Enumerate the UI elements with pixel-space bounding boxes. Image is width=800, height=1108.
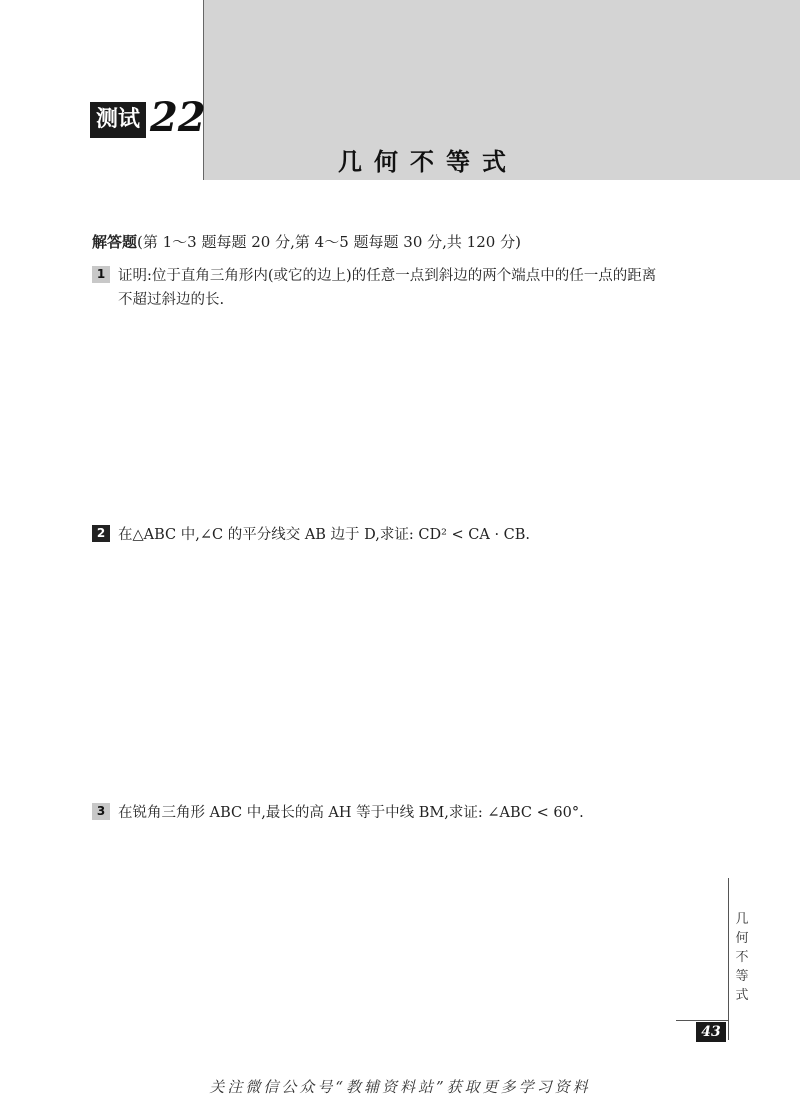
footer-note: 关注微信公众号“教辅资料站”获取更多学习资料 bbox=[209, 1078, 591, 1096]
sidebar-char: 何 bbox=[735, 931, 749, 946]
page-number: 43 bbox=[696, 1022, 726, 1042]
test-label-box: 测试 bbox=[90, 102, 146, 138]
question-1 bbox=[92, 264, 732, 312]
question-number-badge: 3 bbox=[92, 803, 110, 820]
question-2 bbox=[92, 523, 732, 547]
page-number-rule bbox=[676, 1020, 729, 1021]
section-heading bbox=[92, 231, 521, 252]
section-detail: (第 1～3 题每题 20 分,第 4～5 题每题 30 分,共 120 分) bbox=[137, 233, 521, 251]
sidebar-char: 式 bbox=[735, 988, 749, 1003]
question-text: 在△ABC 中,∠C 的平分线交 AB 边于 D,求证: CD² < CA · CB. bbox=[118, 527, 531, 543]
question-3 bbox=[92, 801, 732, 825]
question-number-badge: 1 bbox=[92, 266, 110, 283]
sidebar-chapter-title bbox=[732, 910, 752, 1005]
sidebar-char: 不 bbox=[735, 950, 749, 965]
section-title: 解答题 bbox=[92, 233, 138, 251]
question-text-continued: 不超过斜边的长. bbox=[118, 292, 225, 308]
question-text: 在锐角三角形 ABC 中,最长的高 AH 等于中线 BM,求证: ∠ABC < 60°. bbox=[118, 805, 584, 821]
sidebar-char: 等 bbox=[735, 969, 749, 984]
test-label bbox=[90, 94, 206, 141]
sidebar-char: 几 bbox=[735, 912, 749, 927]
question-number-badge: 2 bbox=[92, 525, 110, 542]
test-number: 22 bbox=[150, 94, 206, 141]
sidebar-divider bbox=[728, 878, 729, 1040]
chapter-title: 几何不等式 bbox=[338, 148, 518, 176]
question-text: 证明:位于直角三角形内(或它的边上)的任意一点到斜边的两个端点中的任一点的距离 bbox=[118, 268, 657, 284]
